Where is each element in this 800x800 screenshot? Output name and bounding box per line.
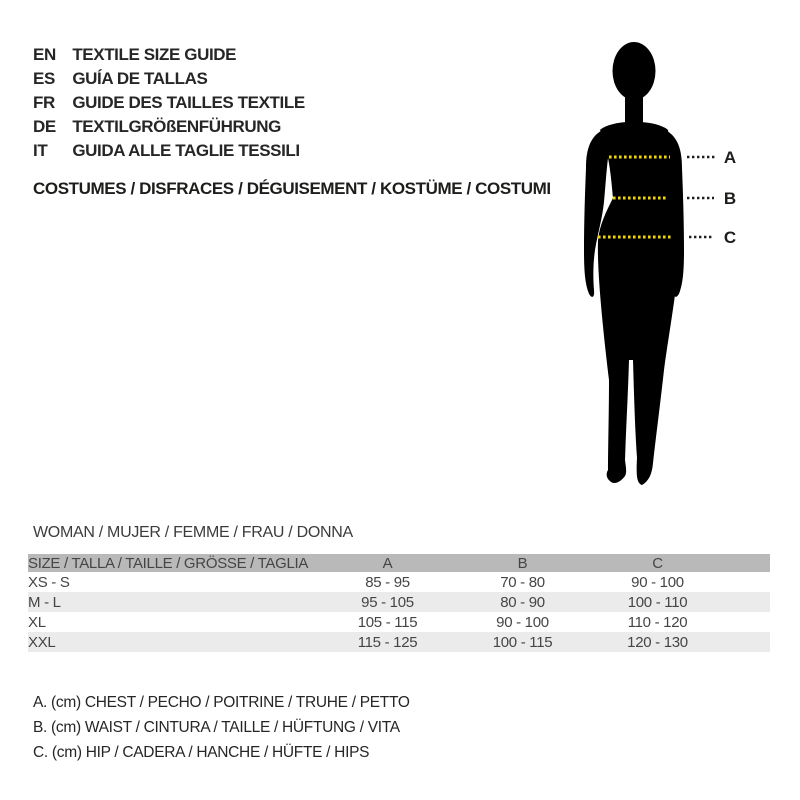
- hip-cell: 90 - 100: [631, 573, 684, 591]
- language-row-fr: [33, 91, 305, 115]
- size-table-header-row: [28, 554, 770, 572]
- legend-item-chest: A. (cm) CHEST / PECHO / POITRINE / TRUHE / PETTO: [33, 694, 410, 711]
- chest-cell: 95 - 105: [361, 593, 414, 611]
- language-code: IT: [33, 141, 48, 160]
- language-code: DE: [33, 117, 56, 136]
- language-row-it: [33, 139, 305, 163]
- woman-silhouette-icon: [560, 30, 760, 500]
- table-row: [28, 592, 770, 612]
- language-list: [33, 43, 305, 163]
- marker-label-a: A: [723, 148, 737, 167]
- language-row-es: [33, 67, 305, 91]
- waist-cell: 80 - 90: [500, 593, 545, 611]
- size-table: [28, 554, 770, 652]
- column-header-b: B: [517, 554, 528, 572]
- language-code: ES: [33, 69, 55, 88]
- waist-cell: 70 - 80: [500, 573, 545, 591]
- table-row: [28, 572, 770, 592]
- language-label: TEXTILGRÖßENFÜHRUNG: [72, 117, 281, 136]
- table-row: [28, 612, 770, 632]
- column-header-size: SIZE / TALLA / TAILLE / GRÖSSE / TAGLIA: [28, 554, 309, 572]
- body-measurement-figure: [560, 30, 760, 500]
- section-title-woman: WOMAN / MUJER / FEMME / FRAU / DONNA: [33, 524, 353, 541]
- language-row-en: [33, 43, 305, 67]
- column-header-c: C: [652, 554, 663, 572]
- language-row-de: [33, 115, 305, 139]
- language-label: GUIDA ALLE TAGLIE TESSILI: [72, 141, 300, 160]
- hip-cell: 110 - 120: [627, 613, 688, 631]
- silhouette-neck: [625, 88, 643, 125]
- size-cell: M - L: [28, 593, 61, 611]
- legend-item-hip: C. (cm) HIP / CADERA / HANCHE / HÜFTE / HIPS: [33, 744, 370, 761]
- size-cell: XXL: [28, 633, 56, 651]
- marker-label-b: B: [723, 189, 737, 208]
- hip-cell: 120 - 130: [627, 633, 688, 651]
- chest-cell: 105 - 115: [357, 613, 418, 631]
- language-code: EN: [33, 45, 56, 64]
- chest-cell: 115 - 125: [357, 633, 418, 651]
- column-header-a: A: [382, 554, 393, 572]
- language-code: FR: [33, 93, 55, 112]
- table-row: [28, 632, 770, 652]
- measurement-legend: [33, 690, 410, 765]
- hip-cell: 100 - 110: [627, 593, 688, 611]
- language-label: GUIDE DES TAILLES TEXTILE: [72, 93, 305, 112]
- category-title: COSTUMES / DISFRACES / DÉGUISEMENT / KOSTÜME / COSTUMI: [33, 179, 551, 198]
- language-label: GUÍA DE TALLAS: [72, 69, 208, 88]
- marker-label-c: C: [723, 228, 737, 247]
- legend-item-waist: B. (cm) WAIST / CINTURA / TAILLE / HÜFTUNG / VITA: [33, 719, 400, 736]
- size-cell: XS - S: [28, 573, 70, 591]
- language-label: TEXTILE SIZE GUIDE: [72, 45, 237, 64]
- size-cell: XL: [28, 613, 46, 631]
- waist-cell: 90 - 100: [496, 613, 549, 631]
- chest-cell: 85 - 95: [365, 573, 410, 591]
- waist-cell: 100 - 115: [492, 633, 553, 651]
